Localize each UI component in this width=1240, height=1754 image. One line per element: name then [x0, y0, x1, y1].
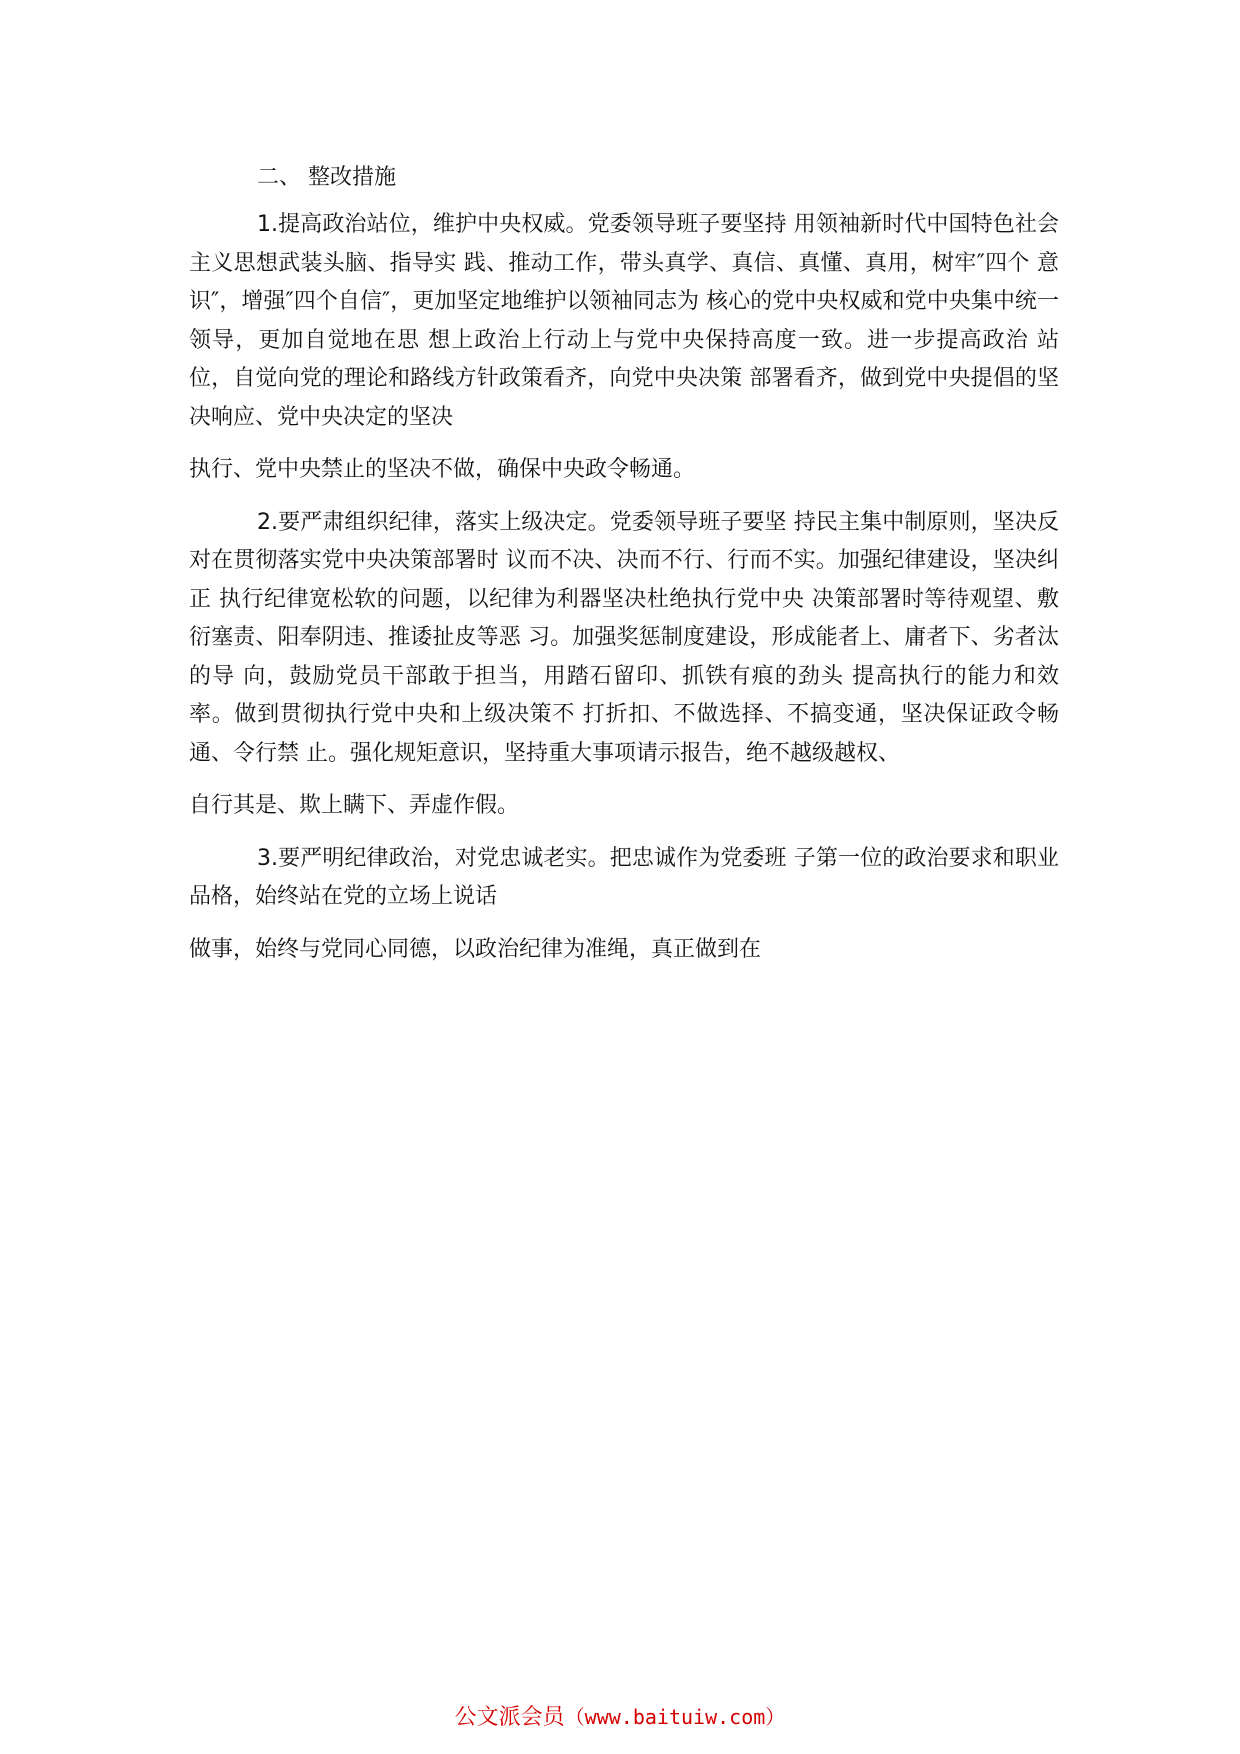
footer-brand: 公文派会员	[454, 1705, 565, 1730]
paragraph-2: 2.要严肃组织纪律，落实上级决定。党委领导班子要坚 持民主集中制原则，坚决反对在贯彻落实党中央决策部署时 议而不决、决而不行、行而不实。加强纪律建设，坚决纠正 执行纪律宽松软的问题，以纪律为利器坚决杜绝执行党中央 决策部署时等待观望、敷衍塞责、阳奉阴违、推诿扯皮等恶 习。加强奖惩制度建设，形成能者上、庸者下、劣者汰的导 向，鼓励党员干部敢于担当，用踏石留印、抓铁有痕的劲头 提高执行的能力和效率。做到贯彻执行党中央和上级决策不 打折扣、不做选择、不搞变通，坚决保证政令畅通、令行禁 止。强化规矩意识，坚持重大事项请示报告，绝不越级越权、	[189, 509, 1059, 766]
section-heading: 二、 整改措施	[257, 165, 396, 190]
footer-watermark	[0, 1702, 1240, 1733]
paragraph-3: 3.要严明纪律政治，对党忠诚老实。把忠诚作为党委班 子第一位的政治要求和职业品格，始终站在党的立场上说话	[189, 845, 1059, 909]
paragraph-1-continuation: 执行、党中央禁止的坚决不做，确保中央政令畅通。	[189, 457, 696, 482]
footer-url: （www.baituiw.com）	[564, 1705, 786, 1729]
paragraph-1: 1.提高政治站位，维护中央权威。党委领导班子要坚持 用领袖新时代中国特色社会主义思想武装头脑、指导实 践、推动工作，带头真学、真信、真懂、真用，树牢″四个 意识″，增强″四个自信″，更加坚定地维护以领袖同志为 核心的党中央权威和党中央集中统一领导，更加自觉地在思 想上政治上行动上与党中央保持高度一致。进一步提高政治 站位，自觉向党的理论和路线方针政策看齐，向党中央决策 部署看齐，做到党中央提倡的坚决响应、党中央决定的坚决	[189, 212, 1059, 430]
paragraph-3-continuation: 做事，始终与党同心同德，以政治纪律为准绳，真正做到在	[189, 936, 762, 962]
paragraph-2-continuation: 自行其是、欺上瞒下、弄虚作假。	[189, 793, 520, 818]
document-body	[189, 160, 1059, 983]
